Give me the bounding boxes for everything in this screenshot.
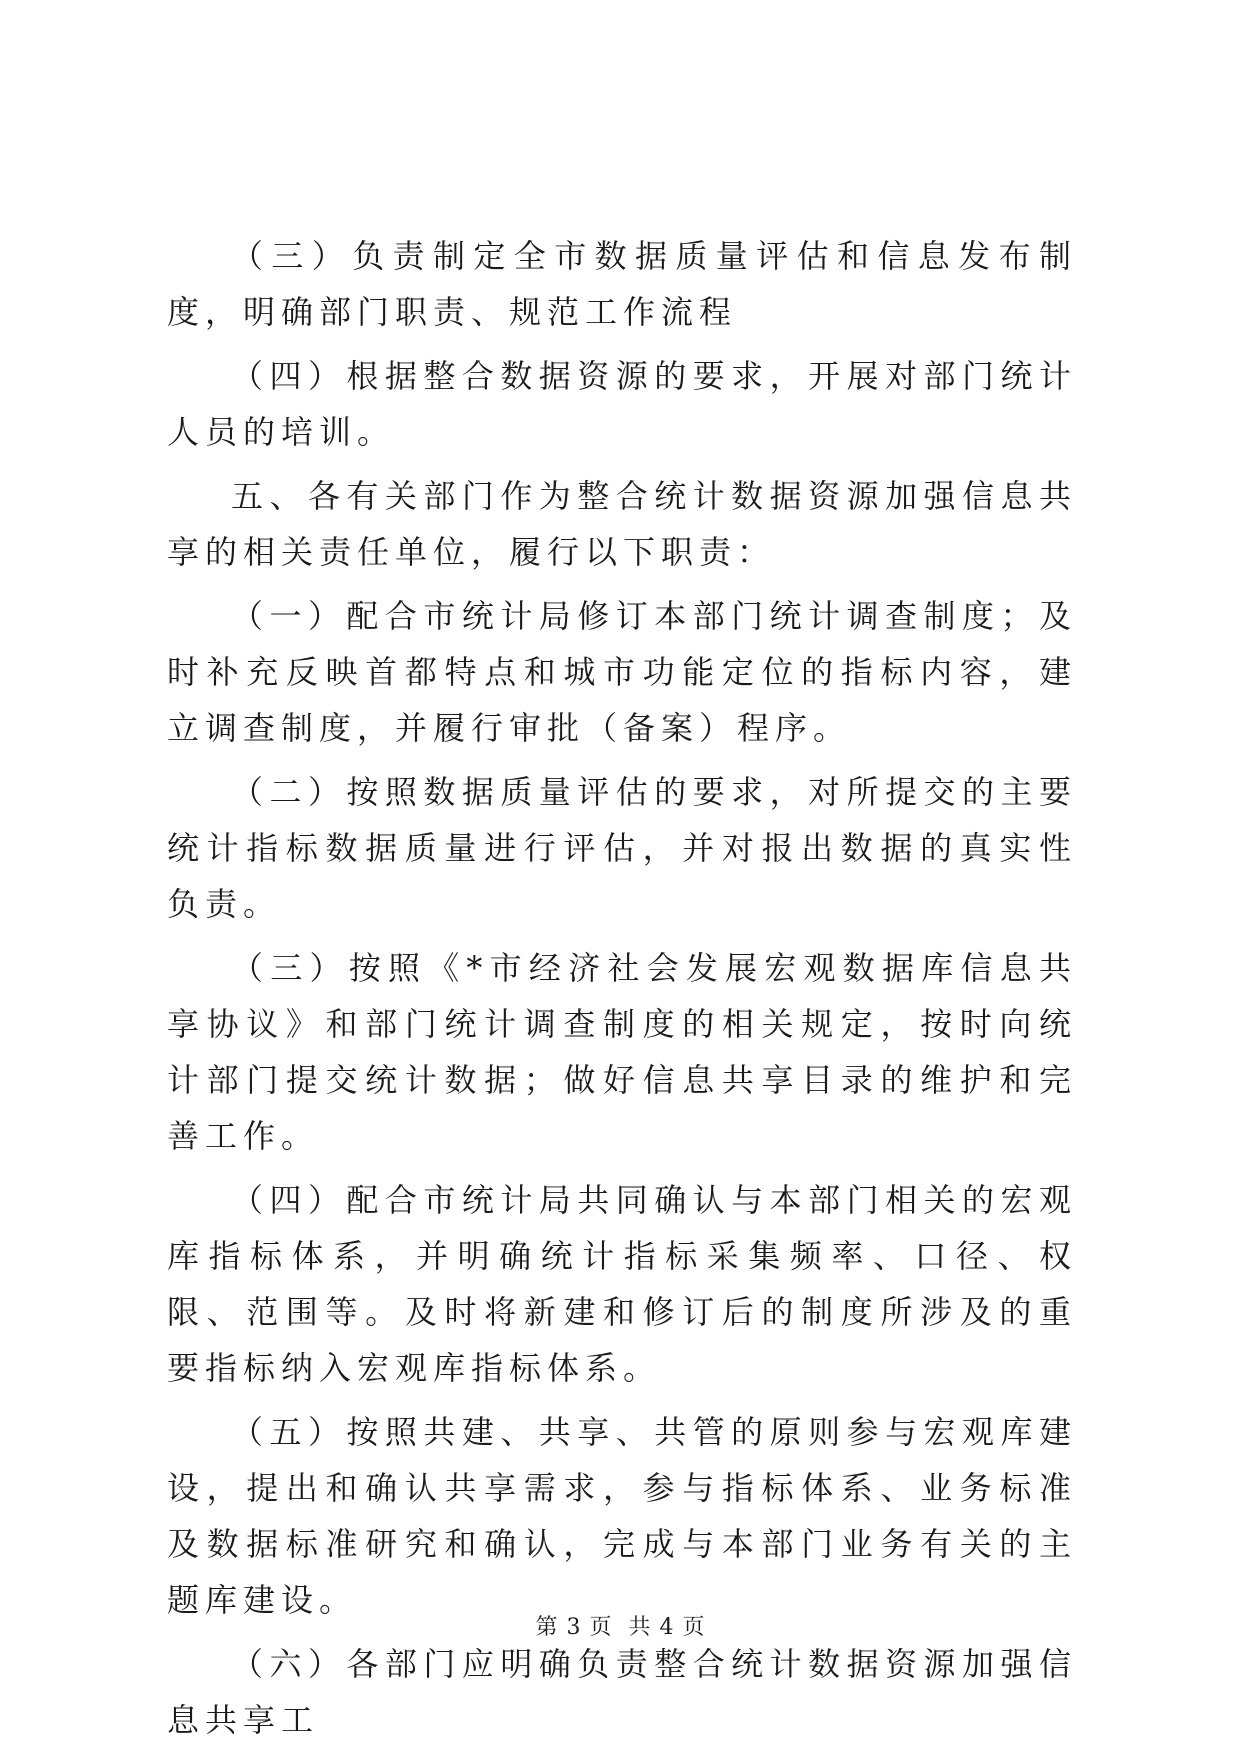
paragraph-item-6: （六）各部门应明确负责整合统计数据资源加强信息共享工 bbox=[167, 1645, 1077, 1739]
paragraph-item-4: （四）配合市统计局共同确认与本部门相关的宏观库指标体系，并明确统计指标采集频率、口径、权限、范围等。及时将新建和修订后的制度所涉及的重要指标纳入宏观库指标体系。 bbox=[167, 1181, 1077, 1387]
paragraph-section-4: （四）根据整合数据资源的要求，开展对部门统计人员的培训。 bbox=[167, 357, 1077, 451]
paragraph-heading-five: 五、各有关部门作为整合统计数据资源加强信息共享的相关责任单位，履行以下职责： bbox=[167, 477, 1077, 571]
page-footer bbox=[0, 1613, 1241, 1643]
document-body bbox=[167, 228, 1077, 1756]
paragraph-item-5: （五）按照共建、共享、共管的原则参与宏观库建设，提出和确认共享需求，参与指标体系、业务标准及数据标准研究和确认，完成与本部门业务有关的主题库建设。 bbox=[167, 1413, 1077, 1619]
paragraph-item-2: （二）按照数据质量评估的要求，对所提交的主要统计指标数据质量进行评估，并对报出数据的真实性负责。 bbox=[167, 773, 1077, 923]
paragraph-item-3: （三）按照《*市经济社会发展宏观数据库信息共享协议》和部门统计调查制度的相关规定，按时向统计部门提交统计数据；做好信息共享目录的维护和完善工作。 bbox=[167, 949, 1077, 1155]
paragraph-item-1: （一）配合市统计局修订本部门统计调查制度；及时补充反映首都特点和城市功能定位的指标内容，建立调查制度，并履行审批（备案）程序。 bbox=[167, 597, 1077, 747]
paragraph-section-3: （三）负责制定全市数据质量评估和信息发布制度，明确部门职责、规范工作流程 bbox=[167, 237, 1077, 331]
page-number-label: 第 3 页 共 4 页 bbox=[535, 1615, 706, 1640]
